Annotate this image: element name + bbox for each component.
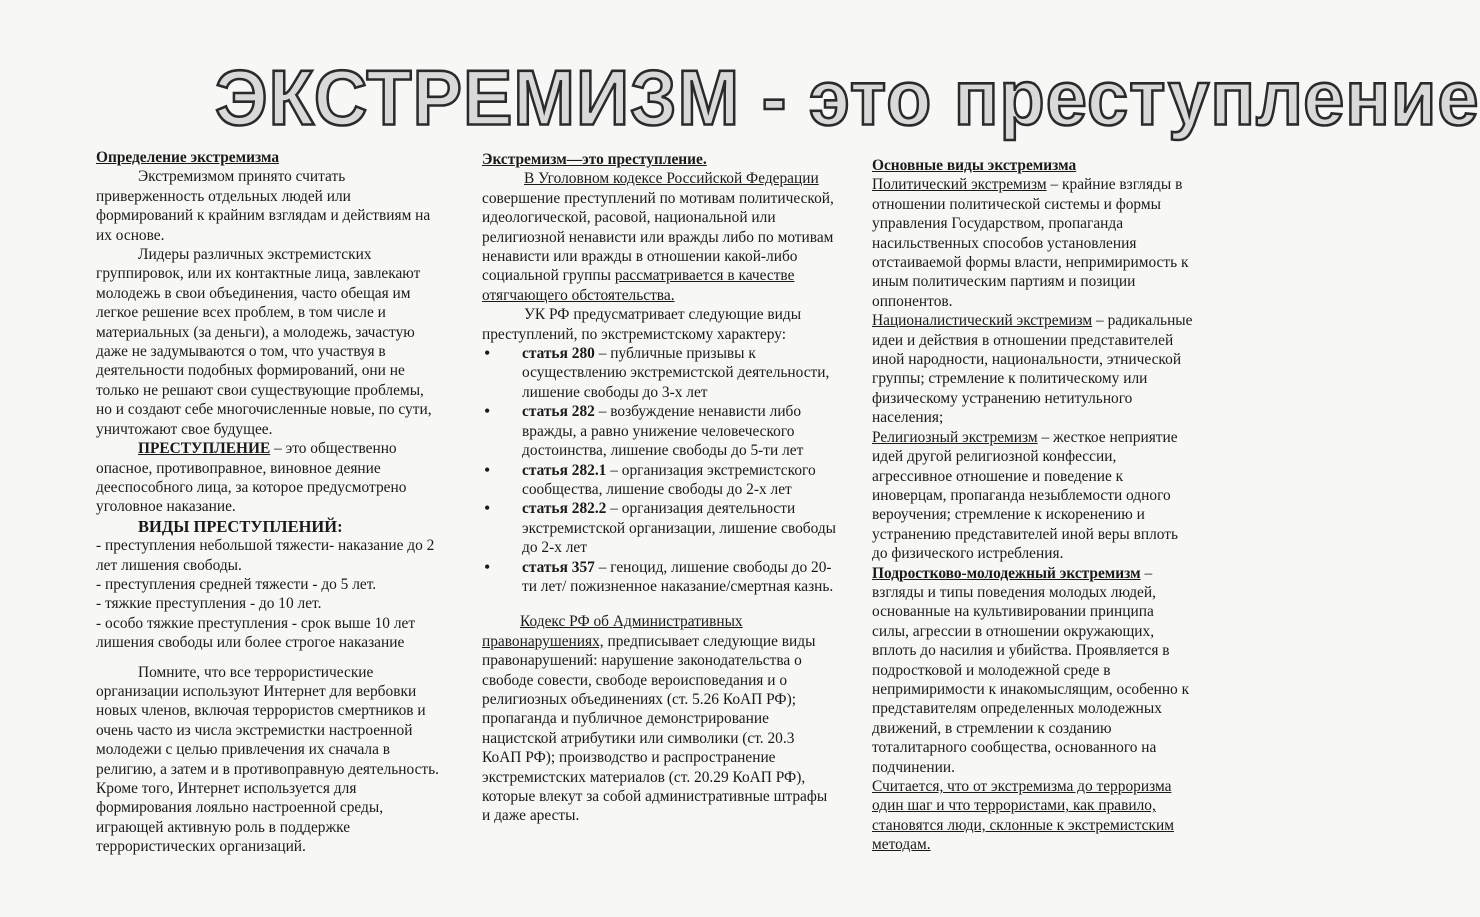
crime-type-item: - особо тяжкие преступления - срок выше 10 лет лишения свободы или более строгое наказание	[96, 614, 416, 652]
article-text: – организация деятельности экстремистской организации, лишение свободы до 2-х лет	[522, 500, 837, 557]
article-item	[482, 499, 836, 557]
article-number: статья 282	[522, 403, 595, 421]
youth-extremism	[872, 564, 1194, 777]
crime-type-item: - тяжкие преступления - до 10 лет.	[96, 595, 322, 613]
religious-extremism	[872, 428, 1194, 564]
article-text: – геноцид, лишение свободы до 20-ти лет/ пожизненное наказание/смертная казнь.	[522, 558, 834, 595]
uk-types-intro: УК РФ предусматривает следующие виды преступлений, по экстремистскому характеру:	[482, 306, 802, 343]
article-item	[482, 344, 836, 402]
religious-term: Религиозный экстремизм	[872, 428, 1038, 446]
crime-definition	[96, 439, 442, 517]
page-title: ЭКСТРЕМИЗМ - это преступление	[215, 53, 1480, 142]
article-number: статья 357	[522, 558, 595, 576]
uk-intro-underlined: В Уголовном кодексе Российской Федерации	[524, 170, 819, 188]
article-text: – организация экстремистского сообщества, лишение свободы до 2-х лет	[522, 461, 816, 498]
conclusion-text: Считается, что от экстремизма до терроризма один шаг и что террористами, как правило, становятся люди, склонные к экстремистским методам.	[872, 778, 1174, 854]
spacer	[482, 596, 836, 612]
article-text: – возбуждение ненависти либо вражды, а равно унижение человеческого достоинства, лишение свободы до 5-ти лет	[522, 403, 804, 460]
internet-text: Помните, что все террористические организации используют Интернет для вербовки новых членов, включая террористов смертников и очень часто из числа экстремистки настроенной молодежи с целью привлечения их сначала в религию, а затем и в противоправную деятельность. Кроме того, Интернет используется для формирования лояльно настроенной среды, играющей активную роль в поддержке террористических организаций.	[96, 663, 440, 856]
articles-list	[482, 344, 836, 596]
article-item	[482, 461, 836, 500]
political-term: Политический экстремизм	[872, 176, 1047, 194]
crime-word: ПРЕСТУПЛЕНИЕ	[138, 440, 271, 458]
crime-types-heading: ВИДЫ ПРЕСТУПЛЕНИЙ:	[138, 516, 343, 536]
koap-underlined: Кодекс РФ об Административных правонарушениях,	[482, 613, 743, 650]
crime-heading: Экстремизм—это преступление.	[482, 151, 707, 168]
national-text: – радикальные идеи и действия в отношении представителей иной народности, национальности, этнической группы; стремление к политическому или физическому устранению нетитульного населения;	[872, 312, 1193, 427]
crime-text: – это общественно опасное, противоправное, виновное деяние дееспособного лица, за которое предусмотрено уголовное наказание.	[96, 440, 407, 516]
crime-type-item: - преступления средней тяжести - до 5 лет.	[96, 575, 377, 593]
article-number: статья 282.1	[522, 461, 607, 479]
uk-intro	[482, 169, 836, 305]
column-right	[872, 148, 1194, 855]
leaders-text: Лидеры различных экстремистских группировок, или их контактные лица, завлекают молодежь в свои объединения, часто обещая им легкое решение всех проблем, в том числе и материальных (за деньги), а молодежь, зачастую даже не задумываются о том, что участвуя в деятельности подобных формирований, они не только не решают свои существующие проблемы, но и создают себе многочисленные новые, по сути, уничтожают свое будущее.	[96, 246, 432, 438]
article-item	[482, 402, 836, 460]
uk-intro-text: совершение преступлений по мотивам политической, идеологической, расовой, национальной или религиозной ненависти или вражды либо по мотивам ненависти или вражды в отношении какой-либо социальной группы	[482, 189, 834, 285]
article-text: – публичные призывы к осуществлению экстремистской деятельности, лишение свободы до 3-х лет	[522, 345, 830, 401]
column-left	[96, 148, 442, 857]
political-text: – крайние взгляды в отношении политической системы и формы управления Государством, пропаганда насильственных способов установления отстаиваемой формы власти, непримиримость к иным политическим партиям и позиции оппонентов.	[872, 176, 1189, 310]
youth-text: – взгляды и типы поведения молодых людей, основанные на культивировании принципа силы, агрессии в отношении окружающих, вплоть до насилия и убийства. Проявляется в подростковой и молодежной среде в непримиримости к инакомыслящим, особенно к представителям определенных молодежных движений, в стремлении к созданию тоталитарного сообщества, основанного на подчинении.	[872, 564, 1190, 776]
crime-type-item: - преступления небольшой тяжести- наказание до 2 лет лишения свободы.	[96, 537, 435, 574]
koap-text	[482, 612, 836, 825]
article-number: статья 280	[522, 345, 595, 363]
national-term: Националистический экстремизм	[872, 312, 1093, 330]
national-extremism	[872, 311, 1194, 427]
koap-rest: предписывает следующие виды правонарушений: нарушение законодательства о свободе совести, свободе вероисповедания и о религиозных объединениях (ст. 5.26 КоАП РФ); пропаганда и публичное демонстрирование нацистской атрибутики или символики (ст. 20.3 КоАП РФ); производство и распространение экстремистских материалов (ст. 20.29 КоАП РФ), которые влекут за собой административные штрафы и даже аресты.	[482, 632, 828, 825]
spacer	[96, 653, 442, 663]
definition-text: Экстремизмом принято считать приверженность отдельных людей или формирований к крайним взглядам и действиям на их основе.	[96, 168, 431, 244]
youth-term: Подростково-молодежный экстремизм	[872, 564, 1141, 582]
uk-intro-tail: рассматривается в качестве отягчающего обстоятельства.	[482, 267, 795, 304]
column-middle	[482, 148, 836, 826]
religious-text: – жесткое неприятие идей другой религиозной конфессии, агрессивное отношение и поведение к иноверцам, пропаганда незыблемости одного вероучения; стремление к искоренению и устранению представителей иной веры вплоть до физического истребления.	[872, 428, 1179, 563]
political-extremism	[872, 175, 1194, 311]
types-heading: Основные виды экстремизма	[872, 157, 1077, 174]
article-item	[482, 558, 836, 597]
article-number: статья 282.2	[522, 500, 607, 518]
definition-heading: Определение экстремизма	[96, 149, 280, 166]
